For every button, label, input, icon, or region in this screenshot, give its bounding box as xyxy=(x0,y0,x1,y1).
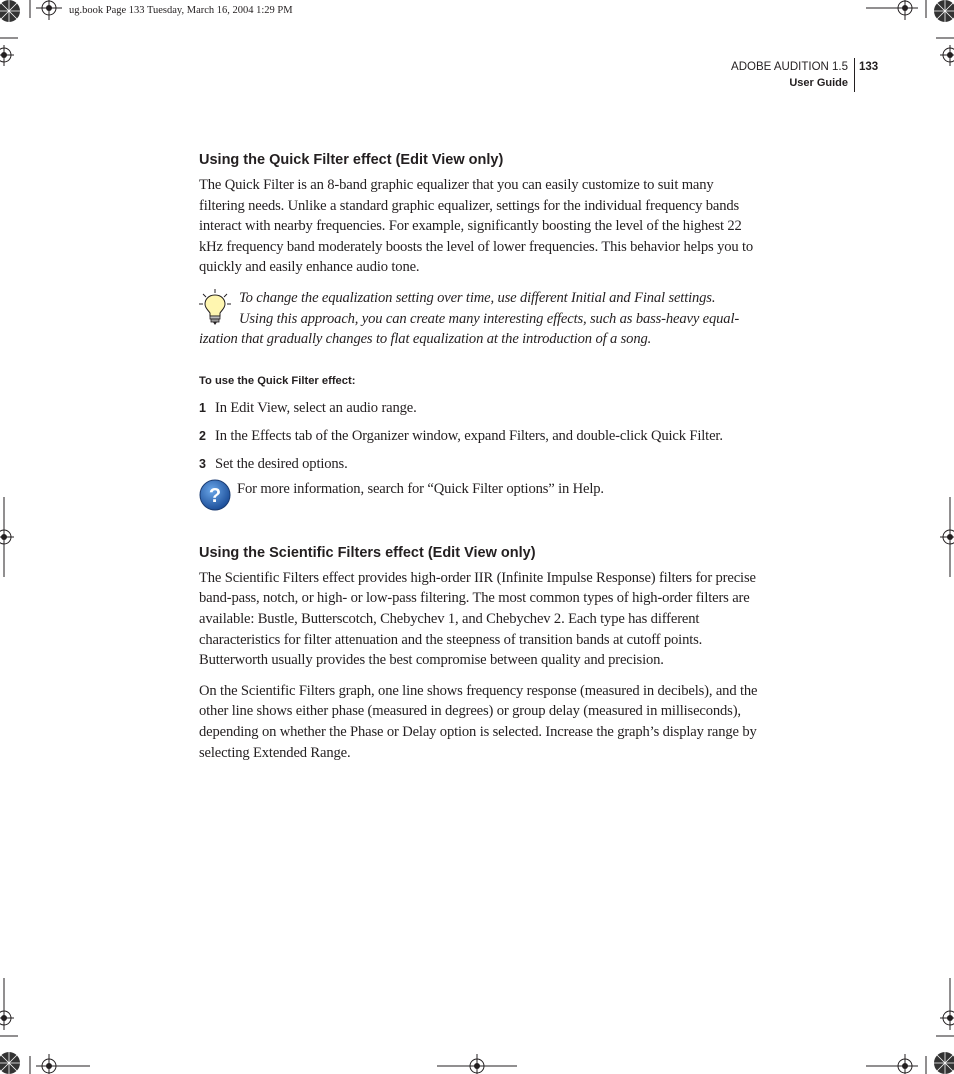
tip-note xyxy=(199,288,759,350)
svg-text:?: ? xyxy=(208,484,222,507)
step-3: 3 Set the desired options. xyxy=(199,455,348,472)
help-note xyxy=(199,479,759,519)
tip-line-2: Using this approach, you can create many interesting effects, such as bass-heavy equal- xyxy=(239,310,740,327)
section-heading-quick-filter: Using the Quick Filter effect (Edit View only) xyxy=(199,152,504,168)
step-2: 2 In the Effects tab of the Organizer window, expand Filters, and double-click Quick Filter. xyxy=(199,427,723,444)
scientific-filters-paragraph-1: The Scientific Filters effect provides high-order IIR (Infinite Impulse Response) filters for precise band-pass, notch, or high- or low-pass filtering. The most common types of high-order filters are available: Bustle, Butterscotch, Chebychev 1, and Chebychev 2. Each type has different characteristics for filter attenuation and the steepness of transition bands at cutoff points. Butterworth usually provides the best compromise between quality and precision. xyxy=(199,569,756,669)
product-name: ADOBE AUDITION 1.5 xyxy=(731,61,848,73)
running-header xyxy=(731,59,848,91)
scientific-filters-paragraph-2: On the Scientific Filters graph, one line shows frequency response (measured in decibels), and the other line shows either phase (measured in degrees) or group delay (measured in milliseconds), depending on whether the Phase or Delay option is selected. Increase the graph’s display range by selecting Extended Range. xyxy=(199,682,758,761)
section-heading-scientific-filters: Using the Scientific Filters effect (Edit View only) xyxy=(199,544,536,561)
page-number: 133 xyxy=(859,61,879,73)
help-text: For more information, search for “Quick Filter options” in Help. xyxy=(237,480,604,497)
question-mark-icon xyxy=(199,479,231,511)
guide-name: User Guide xyxy=(789,77,848,89)
header-divider xyxy=(854,58,855,92)
lightbulb-icon xyxy=(199,288,233,326)
quick-filter-paragraph: The Quick Filter is an 8-band graphic equalizer that you can easily customize to suit many filtering needs. Unlike a standard graphic equalizer, settings for the individual frequency bands interact with nearby frequencies. For example, significantly boosting the level of the highest 22 kHz frequency band moderately boosts the level of lower frequencies. This behavior helps you to quickly and easily enhance audio tone. xyxy=(199,177,754,276)
tip-line-3: ization that gradually changes to flat equalization at the introduction of a song. xyxy=(199,331,652,348)
print-slug: ug.book Page 133 Tuesday, March 16, 2004 1:29 PM xyxy=(69,5,293,16)
page-content xyxy=(199,150,759,763)
procedure-title: To use the Quick Filter effect: xyxy=(199,374,356,387)
step-1: 1 In Edit View, select an audio range. xyxy=(199,399,417,416)
tip-line-1: To change the equalization setting over time, use different Initial and Final settings. xyxy=(239,289,716,306)
tip-text xyxy=(199,288,759,350)
